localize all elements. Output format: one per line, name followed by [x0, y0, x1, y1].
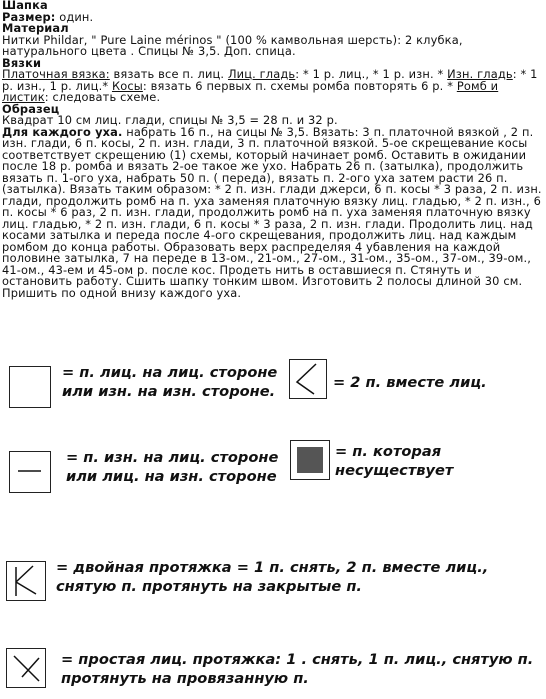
stockinette-label: Лиц. гладь: [227, 67, 296, 81]
legend-empty-text: = п. лиц. на лиц. стороне или изн. на изн. стороне.: [62, 364, 278, 400]
ears-text: набрать 16 п., на сицы № 3,5. Вязать: 3 п. платочной вязкой , 2 п. изн. глади, 6 п. косы, 2 п. изн. глади, 3 п. платочной вязкой. 5-ое скрещевание косы соответствует скрещению (1) схемы, который начинает ромб. Оставить в ожидании после 18 р. ромба и вязать 2-ое такое же ухо. Набрать 26 п. (затылка), продолжить вязать п. 1-ого уха, набрать 50 п. ( переда), вязать п. 2-ого уха затем расти 26 п. (затылка). Вязать таким образом: * 2 п. изн. глади джерси, 6 п. косы * 3 раза, 2 п. изн. глади, продолжить ромб на п. уха заменяя платочную вязку лиц. гладью, * 2 п. изн., 6 п. косы * 6 раз, 2 п. изн. глади, продолжить ромб на п. уха заменяя платочную вязку лиц. гладью, * 2 п. изн. глади, 6 п. косы * 3 раза, 2 п. изн. глади. Продолить лиц. над косами затылка и переда после 4-ого скрещевания, продолжить лиц. над каждым ромбом до конца работы. Образовать верх распределяя 4 убавления на каждой половине затылка, 7 на переде в 13-ом., 21-ом., 27-ом., 31-ом., 35-ом., 37-ом., 39-ом., 41-ом., 43-ем и 45-ом р. после кос. Продеть нить в оставшиеся п. Стянуть и остановить работу. Сшить шапку тонким швом. Изготовить 2 полосы длиной 30 см. Пришить по одной внизу каждого уха.: [2, 124, 542, 300]
size-line: [2, 9, 542, 24]
doc-title: Шапка: [2, 0, 48, 12]
legend-none-text: = п. которая несуществует: [335, 443, 454, 479]
diamond-text: : следовать схеме.: [44, 90, 161, 104]
reverse-label: Изн. гладь: [447, 67, 513, 81]
cables-label: Косы: [111, 78, 143, 93]
garter-text: вязать все п. лиц.: [109, 67, 228, 81]
stockinette-text: : * 1 р. лиц., * 1 р. изн. *: [295, 67, 448, 81]
knitting-heading: Вязки: [2, 55, 42, 70]
ears-label: Для каждого уха.: [2, 124, 123, 139]
double-decrease-icon: [6, 561, 46, 601]
none-fill-swatch: [297, 447, 323, 473]
sample-text: Квадрат 10 см лиц. глади, спицы № 3,5 = 28 п. и 32 р.: [2, 113, 338, 127]
diamond-label: Ромб и листик: [2, 78, 499, 104]
k2tog-icon: [289, 359, 327, 399]
sample-heading: Образец: [2, 101, 60, 116]
material-heading: Материал: [2, 21, 69, 35]
legend-dash-text: = п. изн. на лиц. стороне или лиц. на изн. стороне: [66, 449, 279, 485]
dash-square-icon: [9, 451, 51, 493]
size-value: один.: [55, 9, 94, 24]
cables-text: : вязать 6 первых п. схемы ромба повторять 6 р. *: [142, 78, 457, 93]
legend-k2tog-text: = 2 п. вместе лиц.: [333, 374, 487, 391]
material-text: Нитки Phildar, " Pure Laine mérinos " (100 % камвольная шерсть): 2 клубка, натурального цвета . Спицы № 3,5. Доп. спица.: [2, 32, 463, 58]
legend-double-dec-text: = двойная протяжка = 1 п. снять, 2 п. вместе лиц., снятую п. протянуть на закрытые п.: [56, 559, 489, 595]
pattern-text: [2, 0, 542, 299]
single-decrease-icon: [6, 648, 46, 688]
ears-paragraph: [2, 124, 542, 300]
knitting-text: [2, 69, 542, 104]
legend-single-dec-text: = простая лиц. протяжка: 1 . снять, 1 п. лиц., снятую п. протянуть на провязанную п.: [61, 651, 534, 687]
size-label: Размер:: [2, 9, 56, 24]
empty-square-icon: [9, 366, 51, 408]
reverse-text: : * 1 р. изн., 1 р. лиц.*: [2, 67, 538, 93]
garter-label: Платочная вязка:: [2, 67, 110, 81]
shaded-square-icon: [290, 440, 330, 480]
